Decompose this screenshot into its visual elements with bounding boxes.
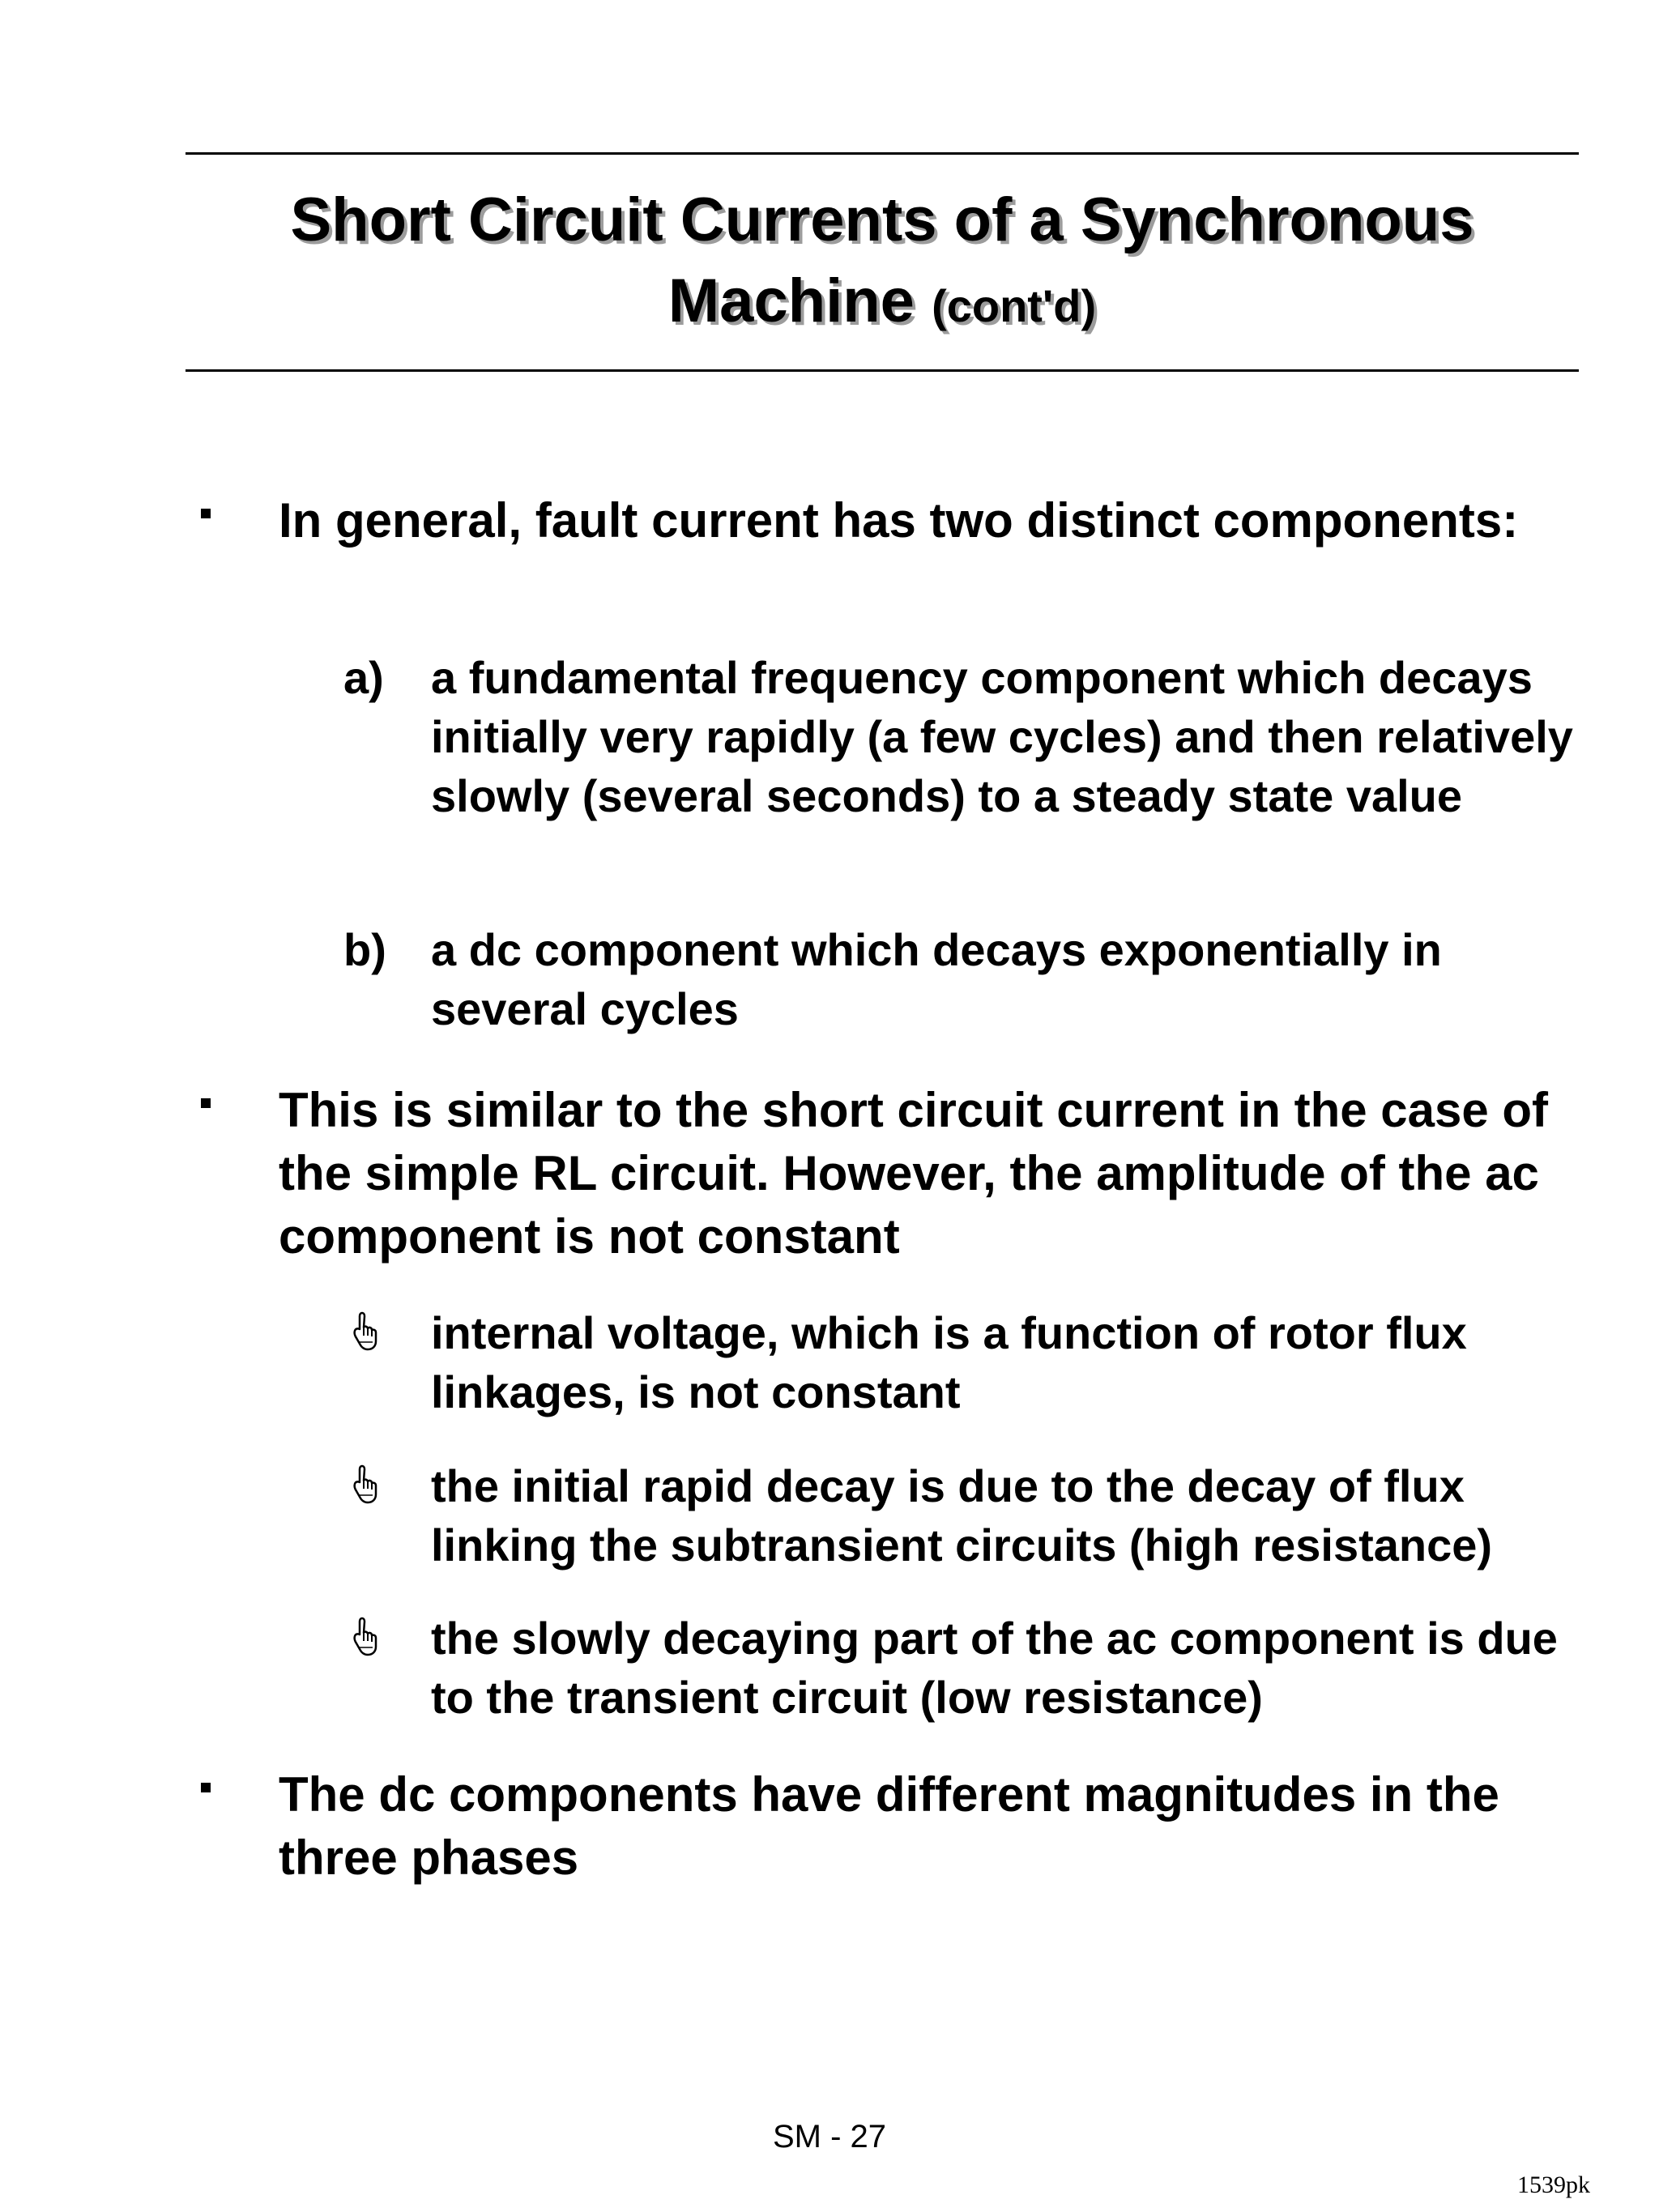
title-line-1: Short Circuit Currents of a Synchronous (290, 185, 1474, 254)
bullet-item (279, 1079, 1607, 1268)
square-bullet-icon (201, 1783, 211, 1792)
bullet-item (279, 489, 1607, 552)
sub-item-text: the initial rapid decay is due to the decay of flux linking the subtransient circuits (high resistance) (431, 1460, 1493, 1571)
bullet-text: In general, fault current has two distinct components: (279, 493, 1519, 548)
sub-item-text: a dc component which decays exponentially in several cycles (431, 924, 1442, 1034)
sub-item-text: the slowly decaying part of the ac component is due to the transient circuit (low resistance) (431, 1613, 1558, 1723)
square-bullet-icon (201, 509, 211, 518)
title-rule-top (186, 152, 1579, 155)
sub-item-label: a) (343, 652, 384, 703)
title-rule-bottom (186, 369, 1579, 372)
sub-item (343, 648, 1597, 825)
title-suffix: (cont'd) (932, 280, 1097, 331)
sub-item-label: b) (343, 924, 386, 975)
pointing-hand-icon (350, 1617, 379, 1657)
title-line-2: Machine (667, 266, 915, 335)
sub-item (431, 1609, 1597, 1727)
document-code: 1539pk (1517, 2172, 1590, 2198)
sub-item-text: a fundamental frequency component which decays initially very rapidly (a few cycles) and then relatively slowly (several seconds) to a steady state value (431, 652, 1573, 821)
page-number: SM - 27 (772, 2119, 887, 2154)
page-title (186, 180, 1579, 347)
pointing-hand-icon (350, 1311, 379, 1352)
sub-item-text: internal voltage, which is a function of rotor flux linkages, is not constant (431, 1307, 1467, 1417)
square-bullet-icon (201, 1098, 211, 1108)
bullet-text: This is similar to the short circuit current in the case of the simple RL circuit. However, the amplitude of the ac component is not constant (279, 1083, 1549, 1264)
bullet-item (279, 1763, 1607, 1890)
sub-item (431, 1456, 1597, 1575)
sub-item (431, 1303, 1597, 1421)
pointing-hand-icon (350, 1464, 379, 1505)
bullet-text: The dc components have different magnitudes in the three phases (279, 1767, 1499, 1885)
sub-item (343, 920, 1597, 1038)
